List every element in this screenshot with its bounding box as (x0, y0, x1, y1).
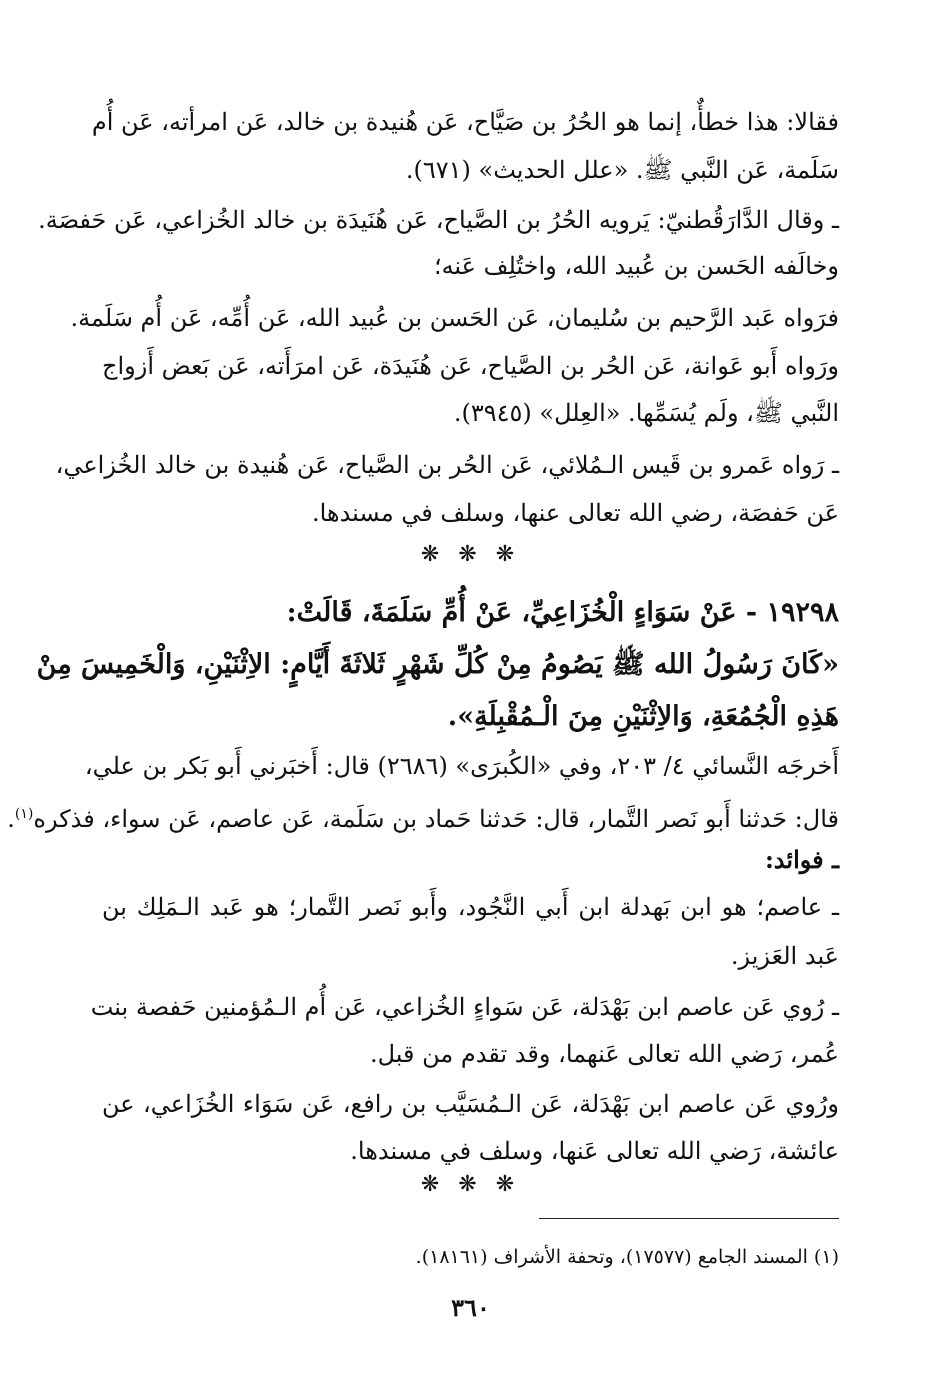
footnote-divider (539, 1218, 839, 1219)
text-line-8: ـ رَواه عَمرو بن قَيس الـمُلائي، عَن الحُر بن الصَّياح، عَن هُنيدة بن خالد الخُزاعي، (55, 451, 839, 479)
benefits-heading: ـ فوائد: (764, 845, 839, 874)
footnote-text: (١) المسند الجامع (١٧٥٧٧)، وتحفة الأشراف (١٨١٦١). (415, 1246, 839, 1268)
section-separator-2: ❋ ❋ ❋ (420, 1172, 521, 1197)
page-number: ٣٦٠ (451, 1293, 490, 1322)
text-line-9: عَن حَفصَة، رضي الله تعالى عنها، وسلف في مسندها. (311, 499, 839, 527)
text-line-15: عُمر، رَضي الله تعالى عَنهما، وقد تقدم من قبل. (369, 1040, 839, 1068)
hadith-text-line-2: هَذِهِ الْجُمُعَةِ، وَالاِثْنَيْنِ مِنَ الْـمُقْبِلَةِ». (447, 701, 839, 732)
text-line-3: ـ وقال الدَّارَقُطنيّ: يَرويه الحُرُ بن الصَّياح، عَن هُنَيدَة بن خالد الخُزاعي، عَن حَفصَة. (38, 206, 839, 234)
text-line-7: النَّبي ﷺ، ولَم يُسَمِّها. «العِلل» (٣٩٤٥). (453, 399, 839, 427)
text-line-13: عَبد العَزيز. (730, 942, 839, 970)
section-separator-1: ❋ ❋ ❋ (420, 542, 521, 567)
text-line-4: وخالَفه الحَسن بن عُبيد الله، واختُلِف عَنه؛ (433, 252, 839, 280)
hadith-text-line-1: «كَانَ رَسُولُ الله ﷺ يَصُومُ مِنْ كُلِّ شَهْرٍ ثَلاثَةَ أَيَّامٍ: الاِثْنَيْنِ، وَالْخَمِيسَ مِنْ (36, 649, 839, 680)
text-line-10: أَخرجَه النَّسائي ٤/ ٢٠٣، وفي «الكُبرَى» (٢٦٨٦) قال: أَخبَرني أَبو بَكر بن علي، (84, 752, 839, 780)
text-line-17: عائشة، رَضي الله تعالى عَنها، وسلف في مسندها. (350, 1137, 839, 1165)
footnote-marker: (١) (14, 806, 34, 822)
text-line-12: ـ عاصم؛ هو ابن بَهدلة ابن أَبي النَّجُود، وأَبو نَصر التَّمار؛ هو عَبد الـمَلِك بن (102, 893, 839, 921)
text-line-6: ورَواه أَبو عَوانة، عَن الحُر بن الصَّياح، عَن هُنَيدَة، عَن امرَأَته، عَن بَعض أَزواج (102, 352, 839, 380)
text-line-1: فقالا: هذا خطأٌ، إنما هو الحُرُ بن صَيَّاح، عَن هُنيدة بن خالد، عَن امرأته، عَن أُم (91, 108, 839, 136)
text-line-11: قال: حَدثنا أَبو نَصر التَّمار، قال: حَدثنا حَماد بن سَلَمة، عَن عاصم، عَن سواء، فذكره$^{(١)}$. (7, 805, 839, 833)
text-line-11-body: قال: حَدثنا أَبو نَصر التَّمار، قال: حَدثنا حَماد بن سَلَمة، عَن عاصم، عَن سواء، فذكره (33, 805, 839, 833)
text-line-16: ورُوي عَن عاصم ابن بَهْدَلة، عَن الـمُسَيَّب بن رافع، عَن سَوَاء الخُزَاعي، عن (102, 1090, 839, 1118)
text-line-14: ـ رُوي عَن عاصم ابن بَهْدَلة، عَن سَواءٍ الخُزاعي، عَن أُم الـمُؤمنين حَفصة بنت (90, 993, 839, 1021)
hadith-heading: ١٩٢٩٨ - عَنْ سَوَاءٍ الْخُزَاعِيِّ، عَنْ أُمِّ سَلَمَةَ، قَالَتْ: (286, 597, 839, 628)
text-line-2: سَلَمة، عَن النَّبي ﷺ. «علل الحديث» (٦٧١). (405, 156, 839, 184)
text-line-5: فرَواه عَبد الرَّحيم بن سُليمان، عَن الحَسن بن عُبيد الله، عَن أُمِّه، عَن أُم سَلَمة. (70, 304, 839, 332)
